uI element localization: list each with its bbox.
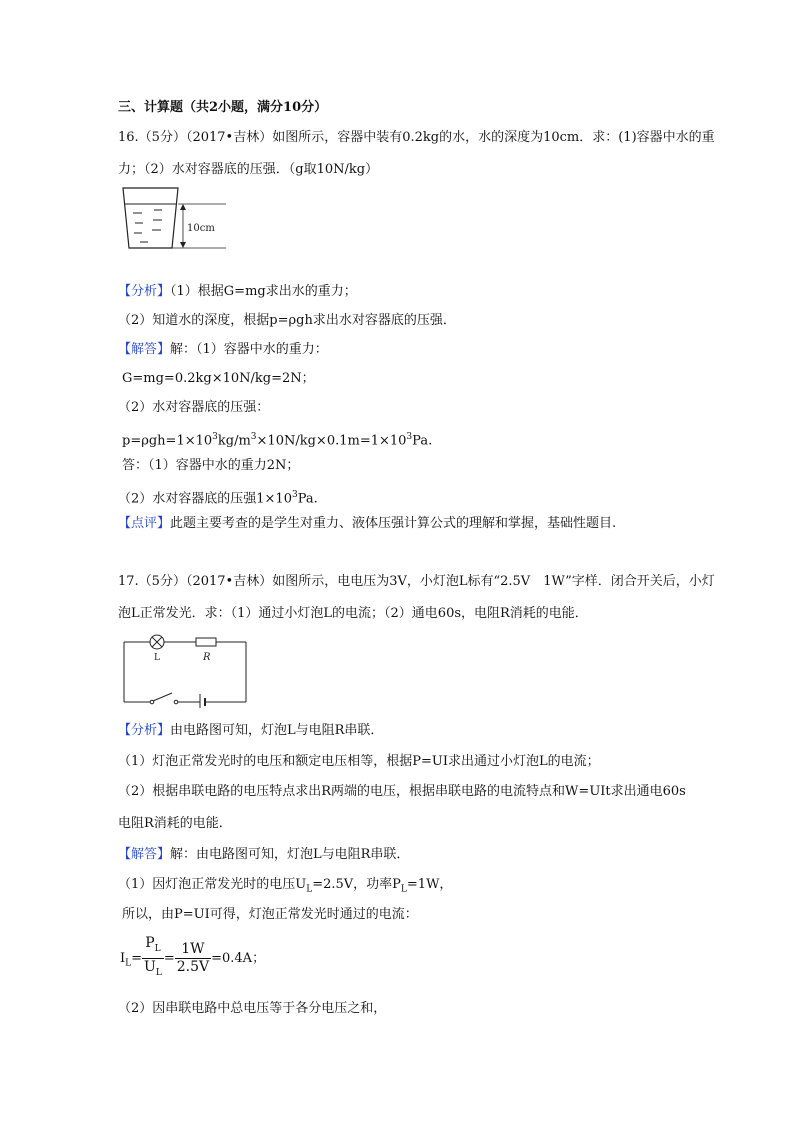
analysis-tag: 【分析】 [118,284,171,299]
comment-tag: 【点评】 [118,516,171,531]
q16-comment-text: 此题主要考查的是学生对重力、液体压强计算公式的理解和掌握，基础性题目. [170,516,617,531]
q17-solution-text: 解：由电路图可知，灯泡L与电阻R串联． [170,847,410,862]
q17-solution-head [118,846,409,864]
resistor-label: R [203,652,211,663]
current-formula: $I_L=$ $\frac{P_L}{U_L}$ = $\frac{1W}{2.5V}$ =0.4A； [120,935,265,982]
solution-tag: 【解答】 [118,847,171,862]
q17-stem-line2: 泡L正常发光．求：（1）通过小灯泡L的电流；（2）通电60s，电阻R消耗的电能． [118,606,588,621]
q16-answer-2: （2）水对容器底的压强$1\times 10^3Pa$. [118,490,318,507]
q16-analysis-1 [118,283,357,301]
q16-solution-text: 解：（1）容器中水的重力： [170,342,328,357]
q17-stem-line1: 17.（5分）（2017•吉林）如图所示，电电压为3V，小灯泡L标有“2.5V 1W”字样．闭合开关后，小灯 [118,574,715,589]
q16-analysis-text-1: （1）根据G=mg求出水的重力； [170,284,357,299]
fraction-1w-over-2.5v: $\frac{1W}{2.5V}$ [176,940,210,975]
solution-tag: 【解答】 [118,342,171,357]
q17-analysis-3: 电阻R消耗的电能． [118,816,232,831]
circuit-figure [120,630,252,708]
q16-comment [118,515,616,533]
q16-solution-head [118,341,328,359]
q17-solution-so: 所以，由P=UI可得，灯泡正常发光时通过的电流： [122,907,418,922]
q16-solution-2-head: （2）水对容器底的压强： [118,400,270,415]
q16-analysis-2: （2）知道水的深度，根据p=ρgh求出水对容器底的压强． [118,313,456,328]
q16-answer-1: 答：（1）容器中水的重力2N； [122,458,300,473]
container-figure [120,186,230,252]
section-title: 三、计算题（共2小题，满分10分） [118,100,328,115]
q16-calc-pressure: $p=\rho gh=1\times 10^3kg/m^3\times 10N/kg\times 0.1m=1\times 10^3Pa$. [122,432,433,449]
fraction-pl-over-ul: $\frac{P_L}{U_L}$ [144,935,162,978]
q17-solution-2: （2）因串联电路中总电压等于各分电压之和， [118,1001,387,1016]
q17-analysis-0 [118,722,383,740]
q16-stem-line2: 力；（2）水对容器底的压强．（g取10N/kg） [118,162,379,177]
analysis-tag: 【分析】 [118,723,171,738]
q17-analysis-2: （2）根据串联电路的电压特点求出R两端的电压，根据串联电路的电流特点和W=UIt求出通电60s [118,784,686,799]
q16-stem-line1: 16.（5分）（2017•吉林）如图所示，容器中装有0.2kg的水，水的深度为10cm．求：(1)容器中水的重 [118,130,715,145]
q17-analysis-text-0: 由电路图可知，灯泡L与电阻R串联． [170,723,384,738]
q16-calc-gravity: G=mg=0.2kg×10N/kg=2N； [122,371,315,386]
depth-label: 10cm [187,223,215,234]
q17-solution-1: （1）因灯泡正常发光时的电压$U_L=2.5V$，功率$P_L=1W$， [118,877,453,895]
lamp-label: L [154,653,160,663]
q17-analysis-1: （1）灯泡正常发光时的电压和额定电压相等，根据P=UI求出通过小灯泡L的电流； [118,754,600,769]
